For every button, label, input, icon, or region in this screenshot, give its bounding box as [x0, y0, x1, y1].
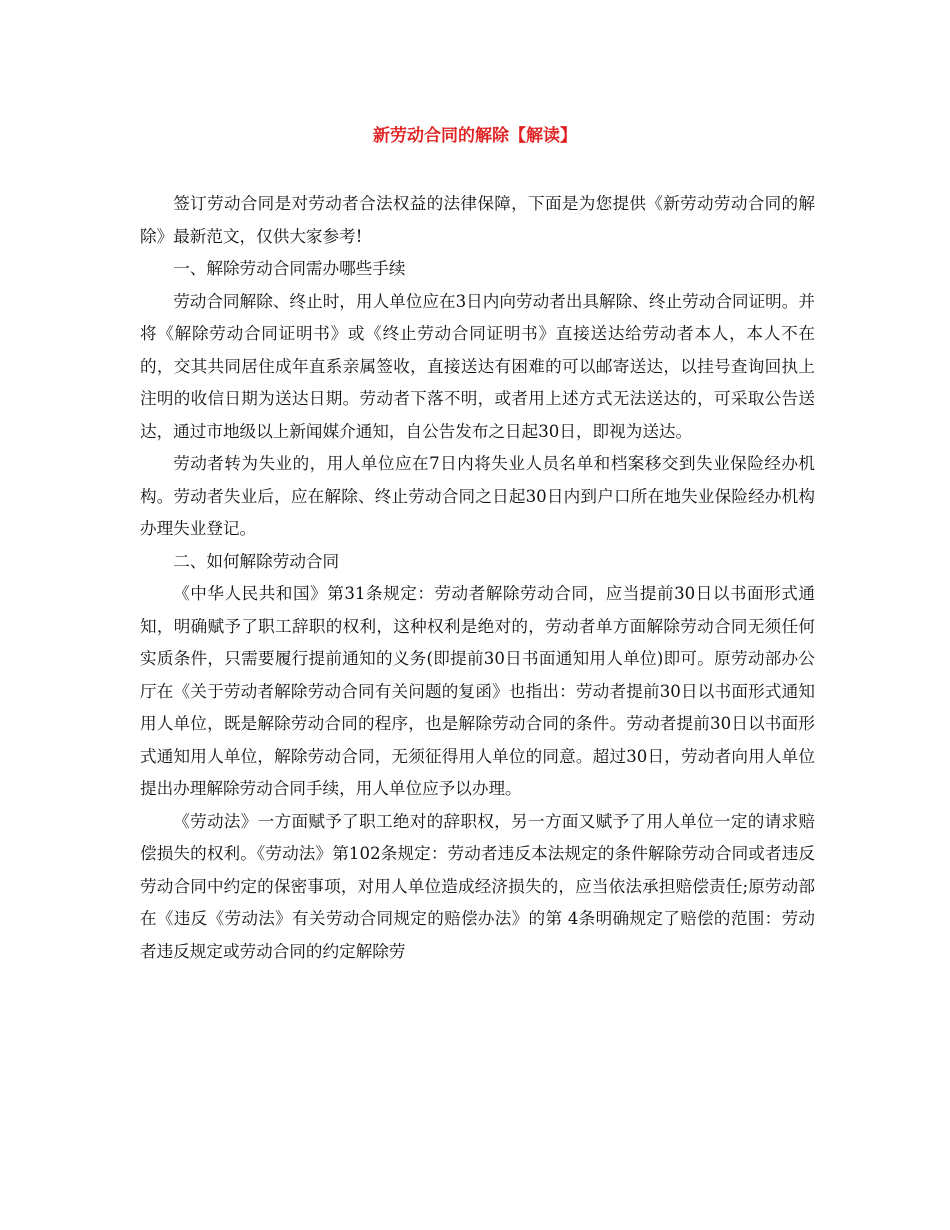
- body-paragraph: 《劳动法》一方面赋予了职工绝对的辞职权，另一方面又赋予了用人单位一定的请求赔偿损失的权利。《劳动法》第102条规定：劳动者违反本法规定的条件解除劳动合同或者违反劳动合同中约定的保密事项，对用人单位造成经济损失的，应当依法承担赔偿责任;原劳动部在《违反《劳动法》有关劳动合同规定的赔偿办法》的第 4条明确规定了赔偿的范围：劳动者违反规定或劳动合同的约定解除劳: [140, 811, 815, 961]
- document-title: 新劳动合同的解除【解读】: [373, 126, 577, 146]
- body-paragraph: 劳动者转为失业的，用人单位应在7日内将失业人员名单和档案移交到失业保险经办机构。劳动者失业后，应在解除、终止劳动合同之日起30日内到户口所在地失业保险经办机构办理失业登记。: [140, 454, 815, 538]
- section-heading-1: 一、解除劳动合同需办哪些手续: [173, 259, 406, 278]
- intro-paragraph: 签订劳动合同是对劳动者合法权益的法律保障，下面是为您提供《新劳动劳动合同的解除》最新范文，仅供大家参考!: [140, 194, 815, 246]
- document-body: [140, 188, 815, 968]
- body-paragraph: 《中华人民共和国》第31条规定：劳动者解除劳动合同，应当提前30日以书面形式通知，明确赋予了职工辞职的权利，这种权利是绝对的，劳动者单方面解除劳动合同无须任何实质条件，只需要履行提前通知的义务(即提前30日书面通知用人单位)即可。原劳动部办公厅在《关于劳动者解除劳动合同有关问题的复函》也指出：劳动者提前30日以书面形式通知用人单位，既是解除劳动合同的程序，也是解除劳动合同的条件。劳动者提前30日以书面形式通知用人单位，解除劳动合同，无须征得用人单位的同意。超过30日，劳动者向用人单位提出办理解除劳动合同手续，用人单位应予以办理。: [140, 584, 815, 798]
- body-paragraph: 劳动合同解除、终止时，用人单位应在3日内向劳动者出具解除、终止劳动合同证明。并将《解除劳动合同证明书》或《终止劳动合同证明书》直接送达给劳动者本人，本人不在的，交其共同居住成年直系亲属签收，直接送达有困难的可以邮寄送达，以挂号查询回执上注明的收信日期为送达日期。劳动者下落不明，或者用上述方式无法送达的，可采取公告送达，通过市地级以上新闻媒介通知，自公告发布之日起30日，即视为送达。: [140, 291, 815, 441]
- section-heading-2: 二、如何解除劳动合同: [173, 551, 340, 571]
